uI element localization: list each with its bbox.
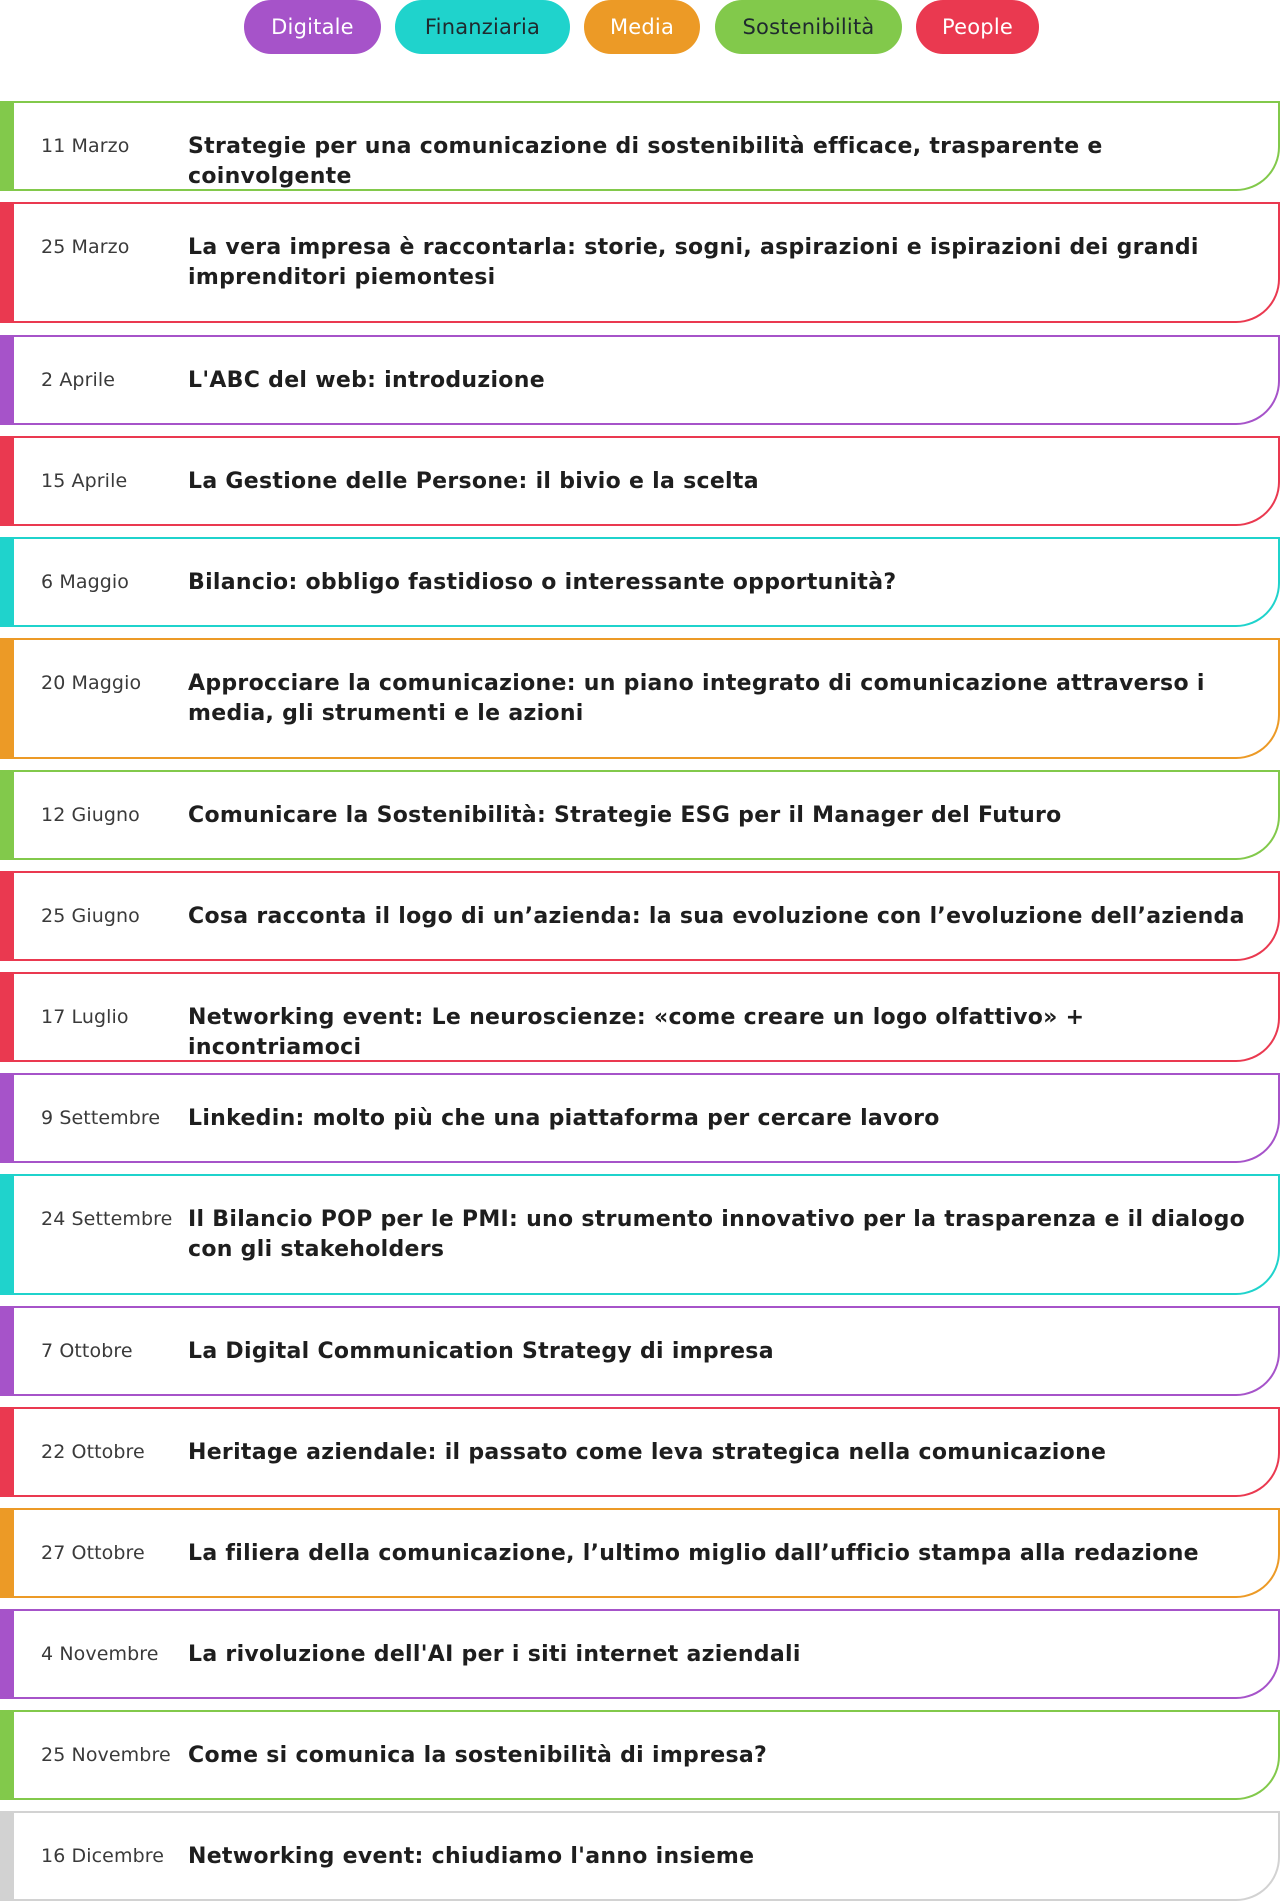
event-date: 27 Ottobre [41, 1542, 145, 1564]
event-title: Networking event: chiudiamo l'anno insieme [188, 1844, 755, 1869]
event-row[interactable] [0, 436, 1280, 526]
event-date: 25 Novembre [41, 1744, 171, 1766]
event-date: 4 Novembre [41, 1643, 159, 1665]
category-color-bar [0, 436, 14, 526]
event-date: 25 Giugno [41, 905, 140, 927]
event-row[interactable] [0, 202, 1280, 323]
event-date: 24 Settembre [41, 1208, 173, 1230]
event-row[interactable] [0, 1306, 1280, 1396]
event-date: 9 Settembre [41, 1107, 161, 1129]
event-row[interactable] [0, 1407, 1280, 1497]
event-title: Approcciare la comunicazione: un piano integrato di comunicazione attraverso i media, gli strumenti e le azioni [188, 671, 1205, 726]
event-date: 7 Ottobre [41, 1340, 133, 1362]
event-title: Bilancio: obbligo fastidioso o interessante opportunità? [188, 570, 897, 595]
category-color-bar [0, 1710, 14, 1800]
event-title: La Digital Communication Strategy di impresa [188, 1339, 774, 1364]
event-date: 22 Ottobre [41, 1441, 145, 1463]
event-date: 11 Marzo [41, 135, 130, 157]
category-color-bar [0, 101, 14, 191]
event-row[interactable] [0, 1811, 1280, 1901]
filter-digitale-button[interactable]: Digitale [244, 0, 381, 54]
category-color-bar [0, 972, 14, 1062]
event-title: Heritage aziendale: il passato come leva strategica nella comunicazione [188, 1440, 1107, 1465]
event-title: Il Bilancio POP per le PMI: uno strumento innovativo per la trasparenza e il dialogo con gli stakeholders [188, 1207, 1246, 1262]
category-filter-bar [0, 0, 1282, 54]
event-title: Networking event: Le neuroscienze: «come creare un logo olfattivo» + incontriamoci [188, 1005, 1085, 1060]
category-color-bar [0, 1508, 14, 1598]
event-row[interactable] [0, 1073, 1280, 1163]
category-color-bar [0, 1073, 14, 1163]
event-row[interactable] [0, 101, 1280, 191]
event-title: Come si comunica la sostenibilità di impresa? [188, 1743, 768, 1768]
event-row[interactable] [0, 1508, 1280, 1598]
event-row[interactable] [0, 638, 1280, 759]
event-row[interactable] [0, 1174, 1280, 1295]
event-title: La rivoluzione dell'AI per i siti internet aziendali [188, 1642, 801, 1667]
event-row[interactable] [0, 770, 1280, 860]
filter-finanziaria-button[interactable]: Finanziaria [395, 0, 570, 54]
event-date: 25 Marzo [41, 236, 130, 258]
category-color-bar [0, 638, 14, 759]
category-color-bar [0, 871, 14, 961]
event-row[interactable] [0, 335, 1280, 425]
event-title: La Gestione delle Persone: il bivio e la scelta [188, 469, 759, 494]
event-title: Linkedin: molto più che una piattaforma per cercare lavoro [188, 1106, 940, 1131]
event-row[interactable] [0, 972, 1280, 1062]
event-date: 12 Giugno [41, 804, 140, 826]
filter-media-button[interactable]: Media [584, 0, 700, 54]
filter-sostenibilita-button[interactable]: Sostenibilità [715, 0, 902, 54]
category-color-bar [0, 537, 14, 627]
event-title: La vera impresa è raccontarla: storie, sogni, aspirazioni e ispirazioni dei grandi imprenditori piemontesi [188, 235, 1199, 290]
filter-people-button[interactable]: People [916, 0, 1039, 54]
category-color-bar [0, 1306, 14, 1396]
event-date: 15 Aprile [41, 470, 128, 492]
category-color-bar [0, 335, 14, 425]
event-title: L'ABC del web: introduzione [188, 368, 545, 393]
event-row[interactable] [0, 537, 1280, 627]
event-title: La filiera della comunicazione, l’ultimo miglio dall’ufficio stampa alla redazione [188, 1541, 1199, 1566]
category-color-bar [0, 1609, 14, 1699]
category-color-bar [0, 202, 14, 323]
event-row[interactable] [0, 871, 1280, 961]
event-title: Cosa racconta il logo di un’azienda: la sua evoluzione con l’evoluzione dell’azienda [188, 904, 1245, 929]
category-color-bar [0, 1811, 14, 1901]
event-row[interactable] [0, 1710, 1280, 1800]
category-color-bar [0, 1407, 14, 1497]
category-color-bar [0, 770, 14, 860]
event-date: 20 Maggio [41, 672, 142, 694]
category-color-bar [0, 1174, 14, 1295]
event-title: Strategie per una comunicazione di sostenibilità efficace, trasparente e coinvolgente [188, 134, 1103, 189]
event-row[interactable] [0, 1609, 1280, 1699]
event-date: 16 Dicembre [41, 1845, 165, 1867]
event-date: 2 Aprile [41, 369, 116, 391]
event-date: 6 Maggio [41, 571, 129, 593]
event-title: Comunicare la Sostenibilità: Strategie ESG per il Manager del Futuro [188, 803, 1062, 828]
event-date: 17 Luglio [41, 1006, 129, 1028]
